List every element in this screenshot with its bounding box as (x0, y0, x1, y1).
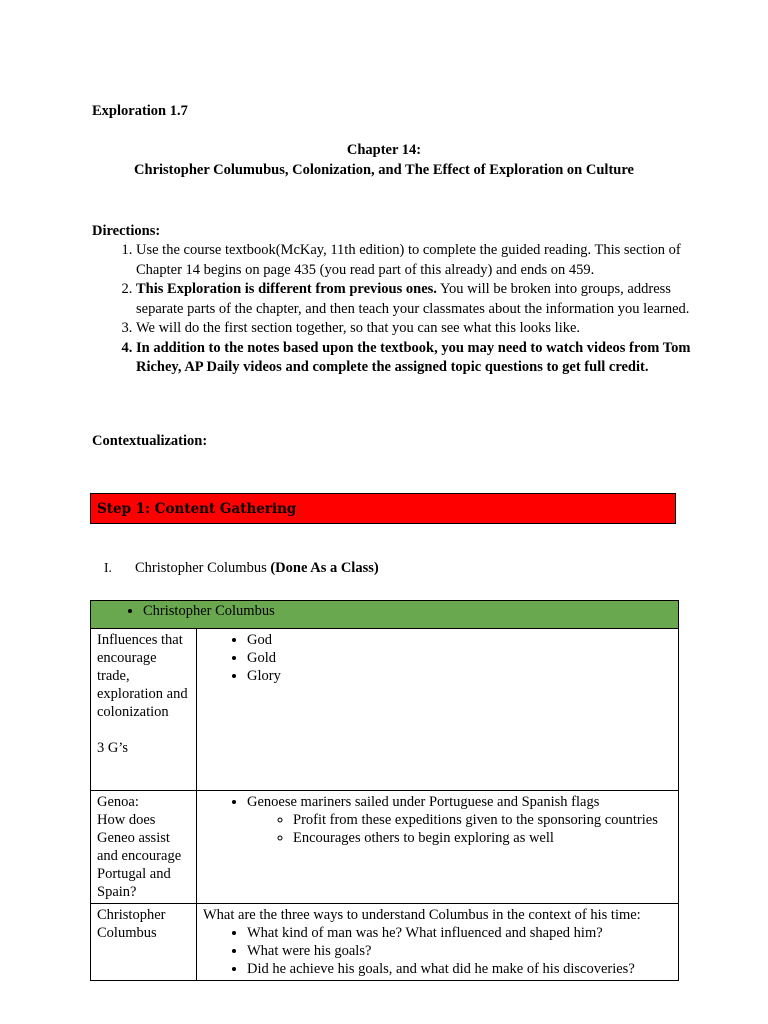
section-heading (104, 560, 379, 577)
row-label-cell (91, 791, 197, 904)
row-content-cell (197, 904, 679, 981)
roman-numeral: I. (104, 560, 112, 575)
list-item: • What kind of man was he? What influenced and shaped him? (247, 924, 672, 942)
table-row (91, 629, 679, 791)
row-content-cell (197, 629, 679, 791)
row-label-extra: 3 G’s (97, 740, 129, 756)
direction-item (136, 339, 692, 378)
directions-title: Directions: (92, 223, 161, 239)
list-item: • God (247, 631, 672, 649)
sub-list-item: ◦ Encourages others to begin exploring as well (293, 829, 672, 847)
direction-item (136, 280, 692, 319)
list-item: • Glory (247, 667, 672, 685)
section-title: Christopher Columbus (135, 560, 271, 576)
exploration-label: Exploration 1.7 (92, 103, 188, 119)
table-row (91, 791, 679, 904)
row-label-cell (91, 904, 197, 981)
direction-item (136, 241, 692, 280)
direction-bold-text: In addition to the notes based upon the textbook, you may need to watch videos from Tom Richey, AP Daily videos and complete the assigned topic questions to get full credit. (136, 339, 691, 375)
direction-text: Use the course textbook(McKay, 11th edition) to complete the guided reading. This section of Chapter 14 begins on page 435 (you read part of this already) and ends on 459. (136, 242, 681, 278)
chapter-heading: Chapter 14: (346, 142, 422, 158)
row-intro: What are the three ways to understand Columbus in the context of his time: (203, 907, 641, 923)
directions-section (92, 221, 692, 378)
row-content-cell (197, 791, 679, 904)
row-label-cell (91, 629, 197, 791)
list-item: • Gold (247, 649, 672, 667)
list-item: • What were his goals? (247, 942, 672, 960)
direction-text: We will do the first section together, so that you can see what this looks like. (136, 320, 581, 336)
directions-list (92, 241, 692, 378)
chapter-title: Christopher Columubus, Colonization, and The Effect of Exploration on Culture (134, 162, 634, 178)
step-1-banner: Step 1: Content Gathering (90, 493, 676, 524)
bullet-list (203, 793, 672, 847)
sub-list-item: ◦ Profit from these expeditions given to the sponsoring countries (293, 811, 672, 829)
bullet-list (203, 924, 672, 978)
notes-table (90, 600, 679, 981)
row-label: Genoa: (97, 794, 139, 810)
row-label: How does Geneo assist and encourage Portugal and Spain? (97, 812, 182, 900)
sub-bullet-list (247, 811, 672, 847)
list-item: • Did he achieve his goals, and what did he make of his discoveries? (247, 960, 672, 978)
contextualization-heading: Contextualization: (92, 433, 208, 449)
direction-text: You will be broken into groups, address separate parts of the chapter, and then teach your classmates about the information you learned. (136, 281, 690, 317)
direction-item (136, 319, 692, 339)
list-item (247, 793, 672, 847)
list-item-text: Genoese mariners sailed under Portuguese and Spanish flags (247, 794, 600, 810)
row-label: Influences that encourage trade, exploration and colonization (97, 632, 188, 720)
header-list (97, 602, 672, 620)
bullet-list (203, 631, 672, 685)
table-row (91, 904, 679, 981)
direction-bold-text: This Exploration is different from previous ones. (136, 281, 437, 297)
table-header-cell (91, 601, 679, 629)
header-bullet: • Christopher Columbus (143, 602, 672, 620)
row-label: Christopher Columbus (97, 907, 166, 941)
table-header-row (91, 601, 679, 629)
section-note: (Done As a Class) (270, 560, 379, 576)
